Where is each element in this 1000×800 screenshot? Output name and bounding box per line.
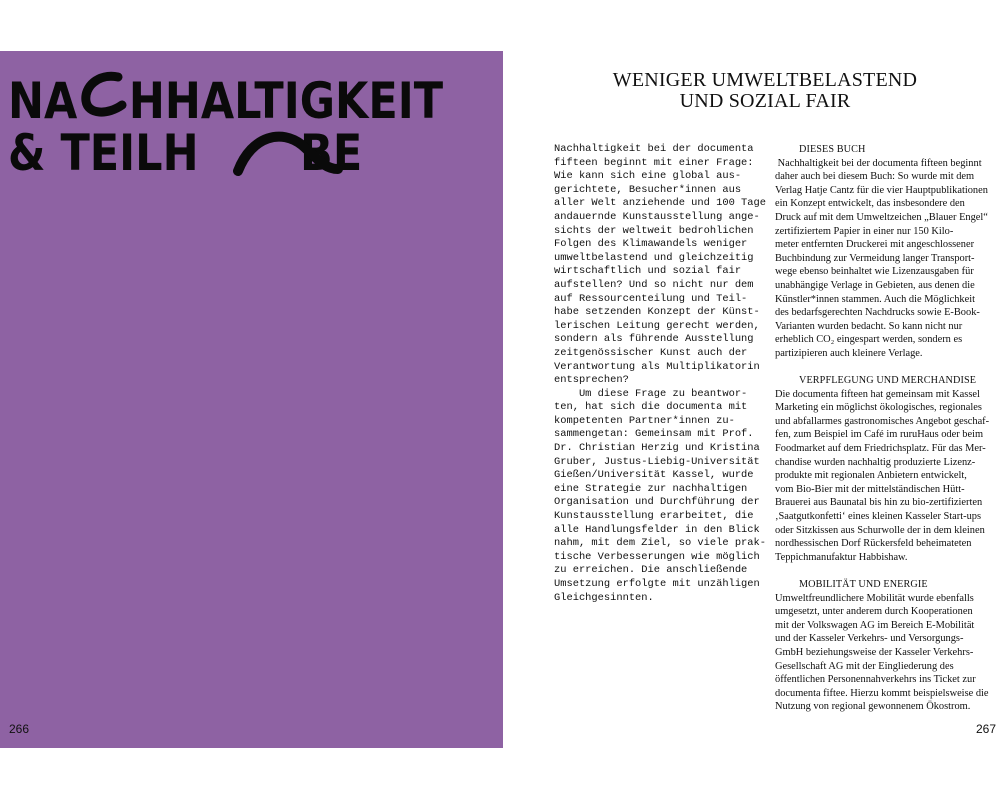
section-body-book: Nachhaltigkeit bei der documenta fifteen beginnt daher auch bei diesem Buch: So wurde mit dem Verlag Hatje Cantz für die vier Hauptpublikationen ein Konzept entwickelt, das insbesondere den Druck auf mit dem Umweltzeichen „Blauer Engel“ zertifiziertem Papier in einer nur 150 Kilo- meter entfernten Druckerei mit angeschlossener Buchbindung zur Vermeidung langer Transport- wege ebenso beinhaltet wie Lizenzausgaben für unabhängige Verlage in Gebieten, aus denen die Künstler*innen stammen. Auch die Möglichkeit des bedarfsgerechten Nachdrucks sowie E-Book- Varianten wurden bedacht. So kann nicht nur erheblich CO₂ eingespart werden, sondern es partizipieren auch kleinere Verlage. (775, 157, 988, 359)
headline-line-1-end: HHALTIGKEIT (128, 72, 444, 130)
headline (8, 72, 444, 182)
headline-line-2-start: & TEILH (8, 124, 199, 182)
headline-line-1-start: NA (8, 72, 78, 130)
headline-line-2 (8, 124, 443, 182)
section-heading-mobility: MOBILITÄT UND ENERGIE (799, 579, 928, 590)
section-body-catering: Die documenta fifteen hat gemeinsam mit Kassel Marketing ein möglichst ökologisches, regionales und abfallarmes gastronomisches Angebot geschaf- fen, zum Beispiel im Café im ruruHaus oder beim Foodmarket auf dem Friedrichsplatz. Für das Mer- chandise wurden nachhaltig produzierte Lizenz- produkte mit regionalen Anbietern entwickelt, vom Bio-Bier mit der mittelständischen Hütt- Brauerei aus Baunatal bis hin zu bio-zertifizierten ‚Saatgutkonfetti‘ eines kleinen Kasseler Start-ups oder Sitzkissen aus Schurwolle der in dem kleinen nordhessischen Dorf Rückersfeld beheimateten Teppichmanufaktur Habbishaw. (775, 388, 990, 563)
c-scribble-icon (78, 71, 130, 119)
section-heading-catering: VERPFLEGUNG UND MERCHANDISE (799, 375, 977, 387)
title-line-2: UND SOZIAL FAIR (679, 90, 851, 112)
title-line-1: WENIGER UMWELTBELASTEND (612, 69, 918, 91)
left-page-panel (0, 51, 503, 748)
section-spacer (775, 361, 990, 375)
headline-line-1 (8, 72, 444, 130)
page-number-left: 266 (9, 722, 30, 736)
section-spacer (775, 564, 990, 578)
sections-column (775, 143, 990, 714)
page-number-right: 267 (976, 722, 997, 736)
intro-column: Nachhaltigkeit bei der documenta fifteen beginnt mit einer Frage: Wie kann sich eine global aus- gerichtete, Besucher*innen aus aller Welt anziehende und 100 Tage andauernde Kunstausstellung ange- sichts der weltweit bedrohlichen Folgen des Klimawandels weniger umweltbelastend und gleichzeitig wirtschaftlich und sozial fair aufstellen? Und so nicht nur dem auf Ressourcenteilung und Teil- habe setzenden Konzept der Künst- lerischen Leitung gerecht werden, sondern als führende Ausstellung zeitgenössischer Kunst auch der Verantwortung als Multiplikatorin entsprechen? Um diese Frage zu beantwor- ten, hat sich die documenta mit kompetenten Partner*innen zu- sammengetan: Gemeinsam mit Prof. Dr. Christian Herzig und Kristina Gruber, Justus-Liebig-Universität Gießen/Universität Kassel, wurde eine Strategie zur nachhaltigen Organisation und Durchführung der Kunstausstellung erarbeitet, die alle Handlungsfelder in den Blick nahm, mit dem Ziel, so viele prak- tische Verbesserungen wie möglich zu erreichen. Die anschließende Umsetzung erfolgte mit unzähligen Gleichgesinnten. (554, 143, 767, 604)
page-title (560, 70, 970, 112)
section-heading-book: DIESES BUCH (799, 144, 866, 155)
section-body-mobility: Umweltfreundlichere Mobilität wurde ebenfalls umgesetzt, unter anderem durch Kooperationen mit der Volkswagen AG im Bereich E-Mobilität und der Kasseler Verkehrs- und Versorgungs- GmbH beziehungsweise der Kasseler Verkehrs- Gesellschaft AG mit der Eingliederung des öffentlichen Personennahverkehrs ins Ticket zur documenta fiftee. Hierzu kommt beispielsweise die Nutzung von regional gewonnenem Ökostrom. (775, 592, 989, 713)
a-wave-scribble-icon (232, 125, 344, 181)
headline-line-2-end: BE (300, 124, 363, 182)
